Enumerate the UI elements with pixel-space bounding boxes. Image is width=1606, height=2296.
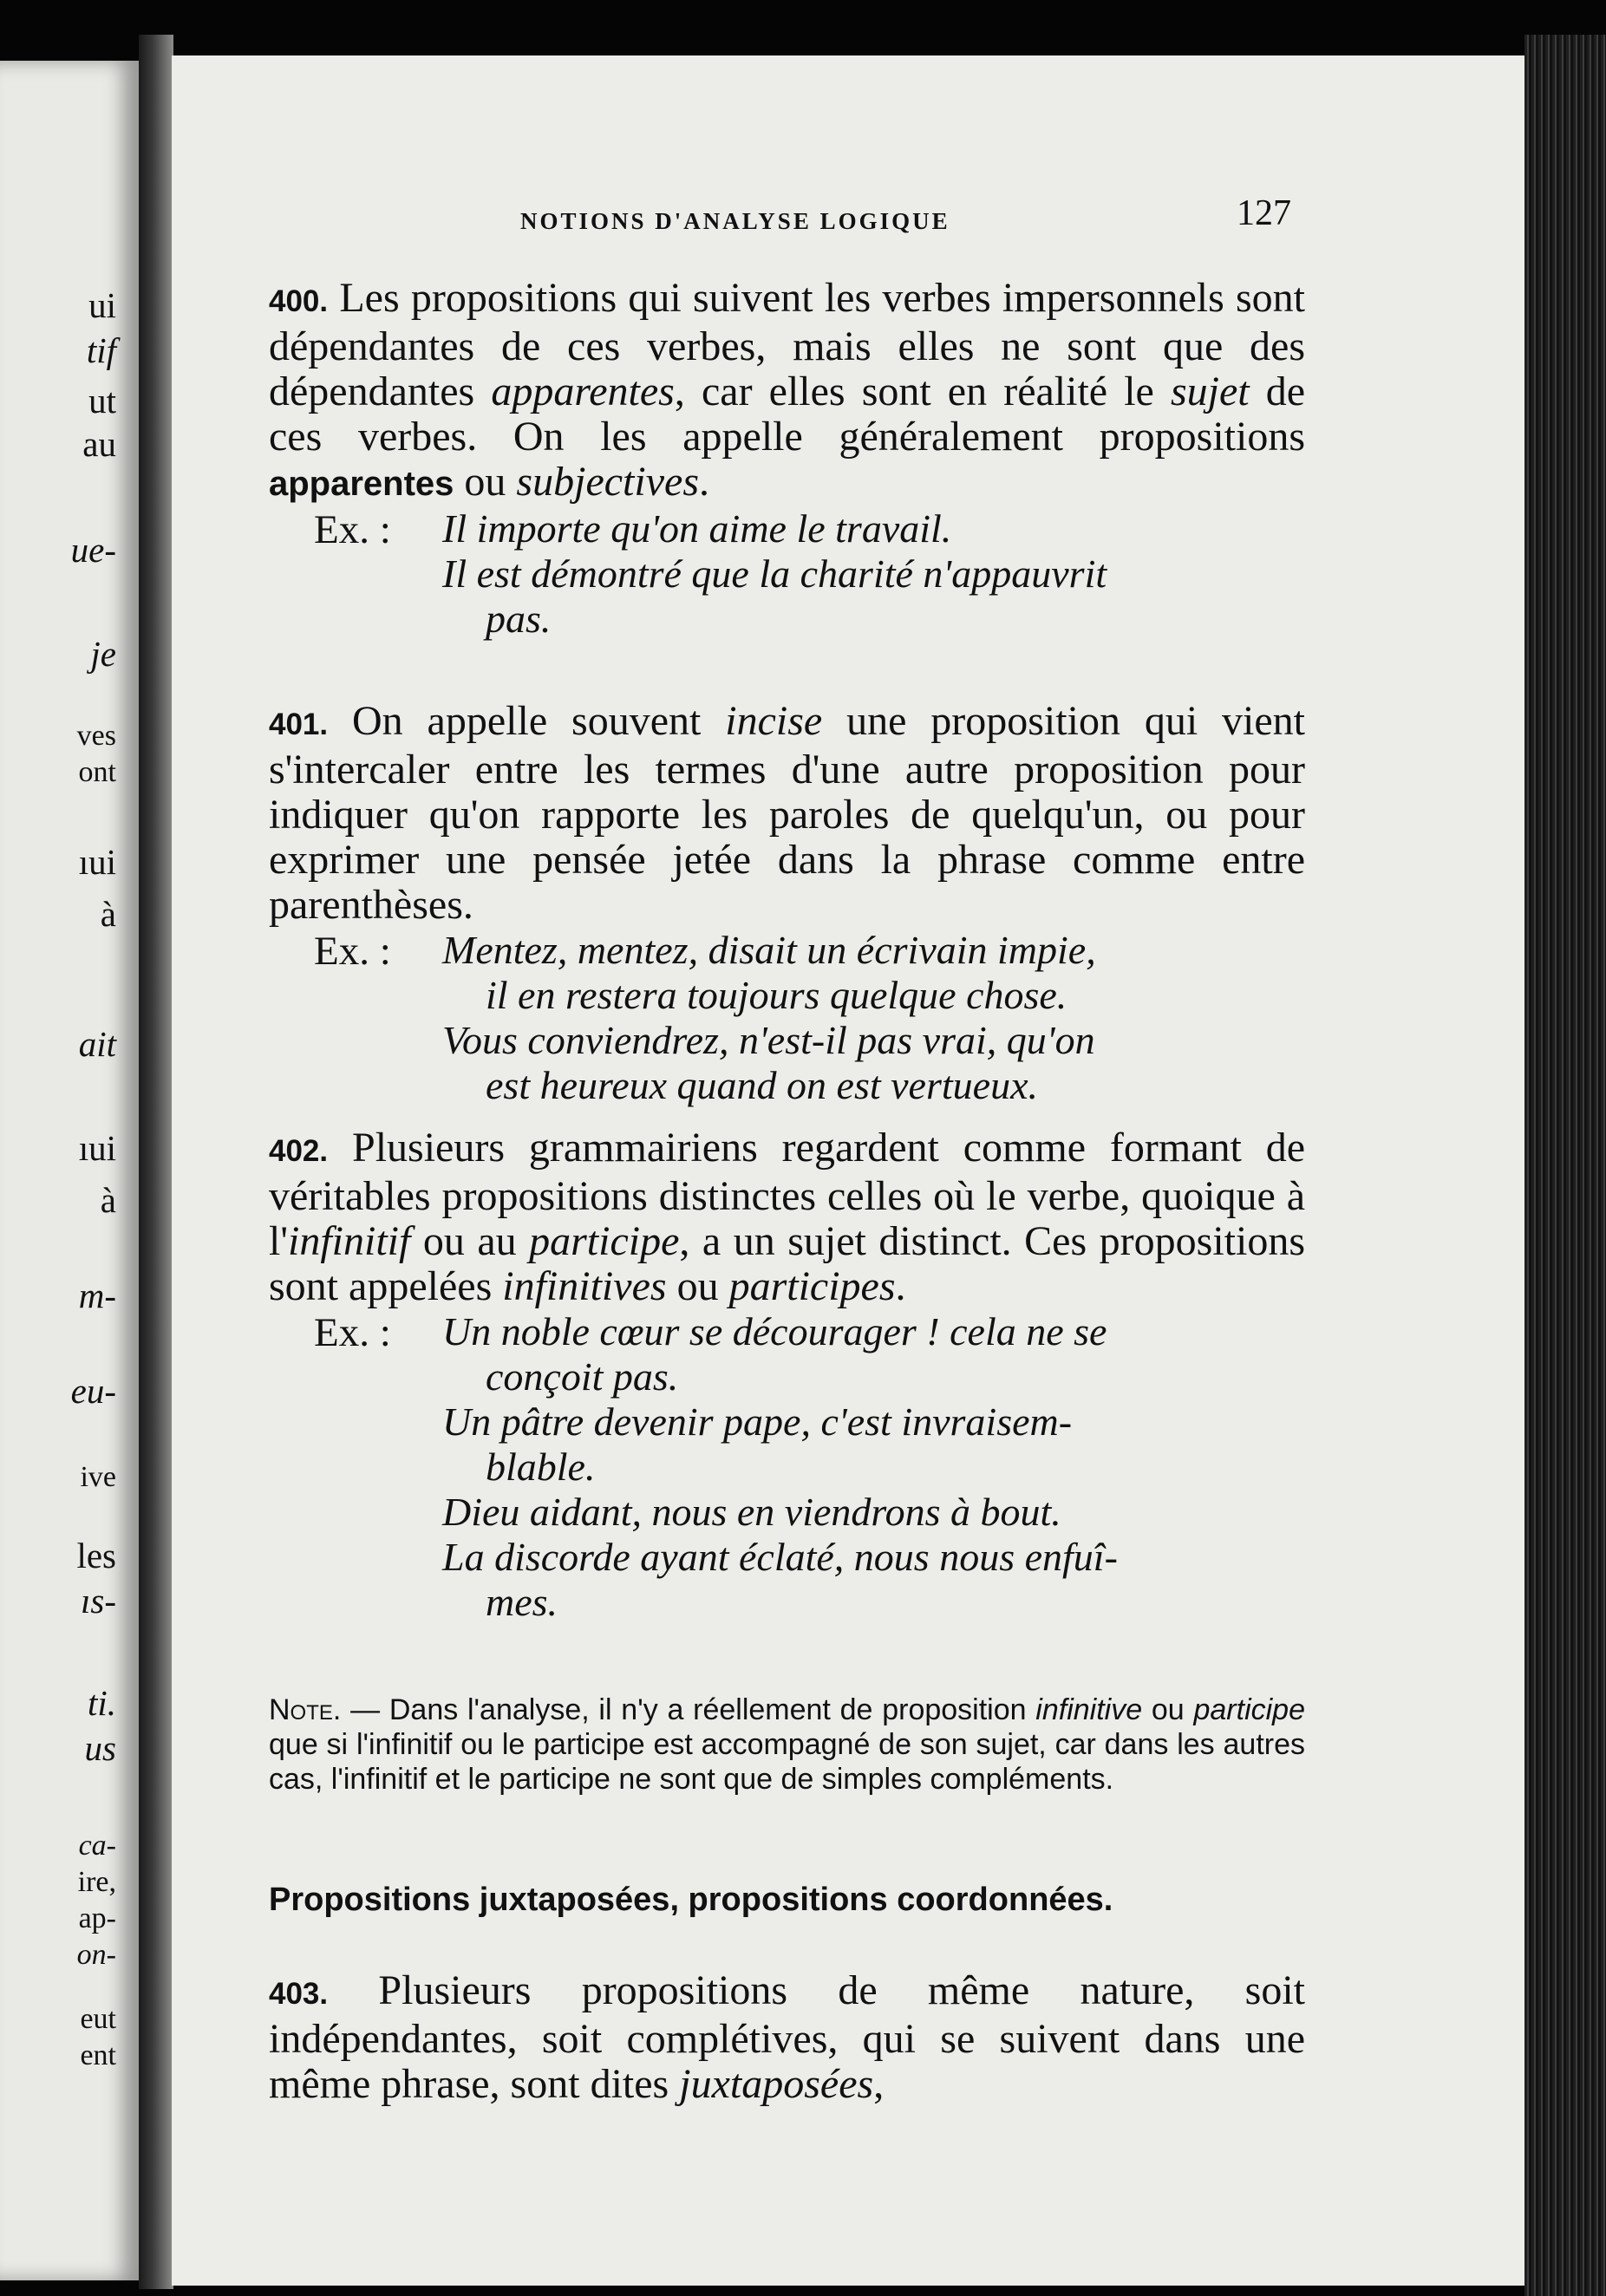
paragraph-text [269,1125,1305,1309]
text-run: ou [1142,1693,1194,1726]
left-fragment: je [90,634,116,674]
text-run: Les propositions qui suivent les verbes impersonnels sont dépendantes de ces verbes, mais elles ne sont que des dépendantes [269,275,1306,414]
left-fragment: ves [76,720,116,752]
italic-term: sujet [1170,369,1250,414]
example-line: Il est démontré que la charité n'appauvrit [442,551,1107,596]
left-fragment: eu- [70,1371,116,1411]
paragraph-number: 403. [269,1977,329,2011]
text-run: , a un sujet distinct. Ces propositions sont appelées [269,1218,1305,1309]
left-fragment: ca- [78,1830,116,1862]
text-run: . [699,459,710,505]
left-fragment: ue- [70,530,116,570]
note-text [269,1693,1305,1797]
paragraph-403 [269,1968,1305,2107]
page-number: 127 [1237,193,1291,233]
example-line: Vous conviendrez, n'est-il pas vrai, qu'on [442,1018,1095,1062]
text-run: . [895,1263,906,1309]
example-line: Un noble cœur se décourager ! cela ne se [442,1309,1107,1353]
left-fragment: ıui [78,842,116,882]
bold-term: apparentes [269,465,454,503]
left-fragment: ire, [77,1866,116,1898]
left-fragment: ui [88,285,116,325]
paragraph-401 [269,699,1305,1108]
left-fragment: ait [78,1024,116,1064]
left-fragment: ent [80,2039,116,2071]
text-run: de ces verbes. On les appelle généralement propositions [269,369,1305,460]
left-fragment: eut [80,2003,116,2035]
italic-term: juxtaposées [679,2061,874,2107]
text-run: , car elles sont en réalité le [674,369,1171,414]
left-fragment: ti. [87,1683,116,1723]
example-line: Dieu aidant, nous en viendrons à bout. [442,1490,1061,1534]
paragraph-number: 400. [269,284,329,318]
left-fragment: ap- [78,1902,116,1934]
example-line: Mentez, mentez, disait un écrivain impie, [442,928,1096,972]
text-run: Plusieurs grammairiens regardent comme formant de véritables propositions distinctes celles où le verbe, quoique à l' [269,1125,1306,1264]
left-fragment: à [100,1180,116,1220]
running-head: NOTIONS D'ANALYSE LOGIQUE [520,208,950,234]
left-fragment: ıs- [81,1581,116,1621]
example-line: Un pâtre devenir pape, c'est invraisem- [442,1399,1073,1444]
left-fragment: au [82,424,116,464]
note-block [269,1693,1305,1797]
example-line: pas. [486,597,552,641]
example-block [269,506,1305,642]
paragraph-402 [269,1125,1305,1625]
page-edges [1524,35,1606,2296]
paragraph-400 [269,276,1305,642]
text-run: Plusieurs propositions de même nature, soit indépendantes, soit complétives, qui se suivent dans une même phrase, sont dites [269,1967,1306,2107]
example-line: mes. [486,1580,558,1624]
italic-term: apparentes [491,369,675,414]
italic-term: participes [728,1263,896,1309]
italic-term: participe [1193,1693,1305,1726]
section-heading-text: Propositions juxtaposées, propositions coordonnées. [269,1882,1113,1918]
italic-term: subjectives [516,459,700,505]
text-run: une proposition qui vient s'intercaler entre les termes d'une autre proposition pour indiquer qu'on rapporte les paroles de quelqu'un, ou pour exprimer une pensée jetée dans la phrase comme entre parenthèses. [269,698,1306,928]
example-block [269,1309,1305,1625]
example-line: blable. [486,1445,596,1489]
text-run: ou [454,459,517,505]
paragraph-number: 402. [269,1134,329,1168]
paragraph-number: 401. [269,708,329,741]
paragraph-text [269,1968,1305,2107]
text-run: On appelle souvent [352,698,726,744]
example-line: est heureux quand on est vertueux. [486,1063,1038,1107]
italic-term: infinitives [502,1263,667,1309]
left-fragment: les [76,1536,116,1575]
left-fragment: m- [78,1275,116,1315]
example-label: Ex. : [314,507,391,552]
example-line: La discorde ayant éclaté, nous nous enfuî- [442,1535,1118,1579]
example-line: Il importe qu'on aime le travail. [442,506,952,551]
example-line: conçoit pas. [486,1354,679,1399]
example-line: il en restera toujours quelque chose. [486,973,1067,1017]
italic-term: infinitif [287,1218,411,1264]
left-fragment: tif [86,330,116,370]
text-run: — Dans l'analyse, il n'y a réellement de proposition [341,1693,1036,1726]
example-label: Ex. : [314,929,391,974]
paragraph-text [269,699,1305,928]
book-gutter [139,35,173,2289]
left-facing-page [0,61,139,2280]
left-fragment: ont [78,756,116,788]
note-lead: Note. [269,1693,342,1726]
left-fragment: ive [80,1461,116,1493]
paragraph-text [269,276,1305,506]
left-fragment: ıui [78,1128,116,1168]
text-run: que si l'infinitif ou le participe est accompagné de son sujet, car dans les autres cas, l'infinitif et le participe ne sont que de simples compléments. [269,1728,1305,1796]
example-block [269,928,1305,1108]
italic-term: participe [529,1218,680,1264]
left-fragment: à [100,894,116,934]
text-run: , [873,2061,885,2107]
italic-term: incise [725,698,823,744]
example-label: Ex. : [314,1310,391,1355]
left-fragment: us [84,1728,116,1768]
section-heading [269,1882,1305,1919]
left-fragment: on- [76,1939,116,1971]
italic-term: infinitive [1035,1693,1143,1726]
text-run: ou au [410,1218,530,1264]
text-run: ou [666,1263,729,1309]
left-fragment: ut [88,381,116,421]
